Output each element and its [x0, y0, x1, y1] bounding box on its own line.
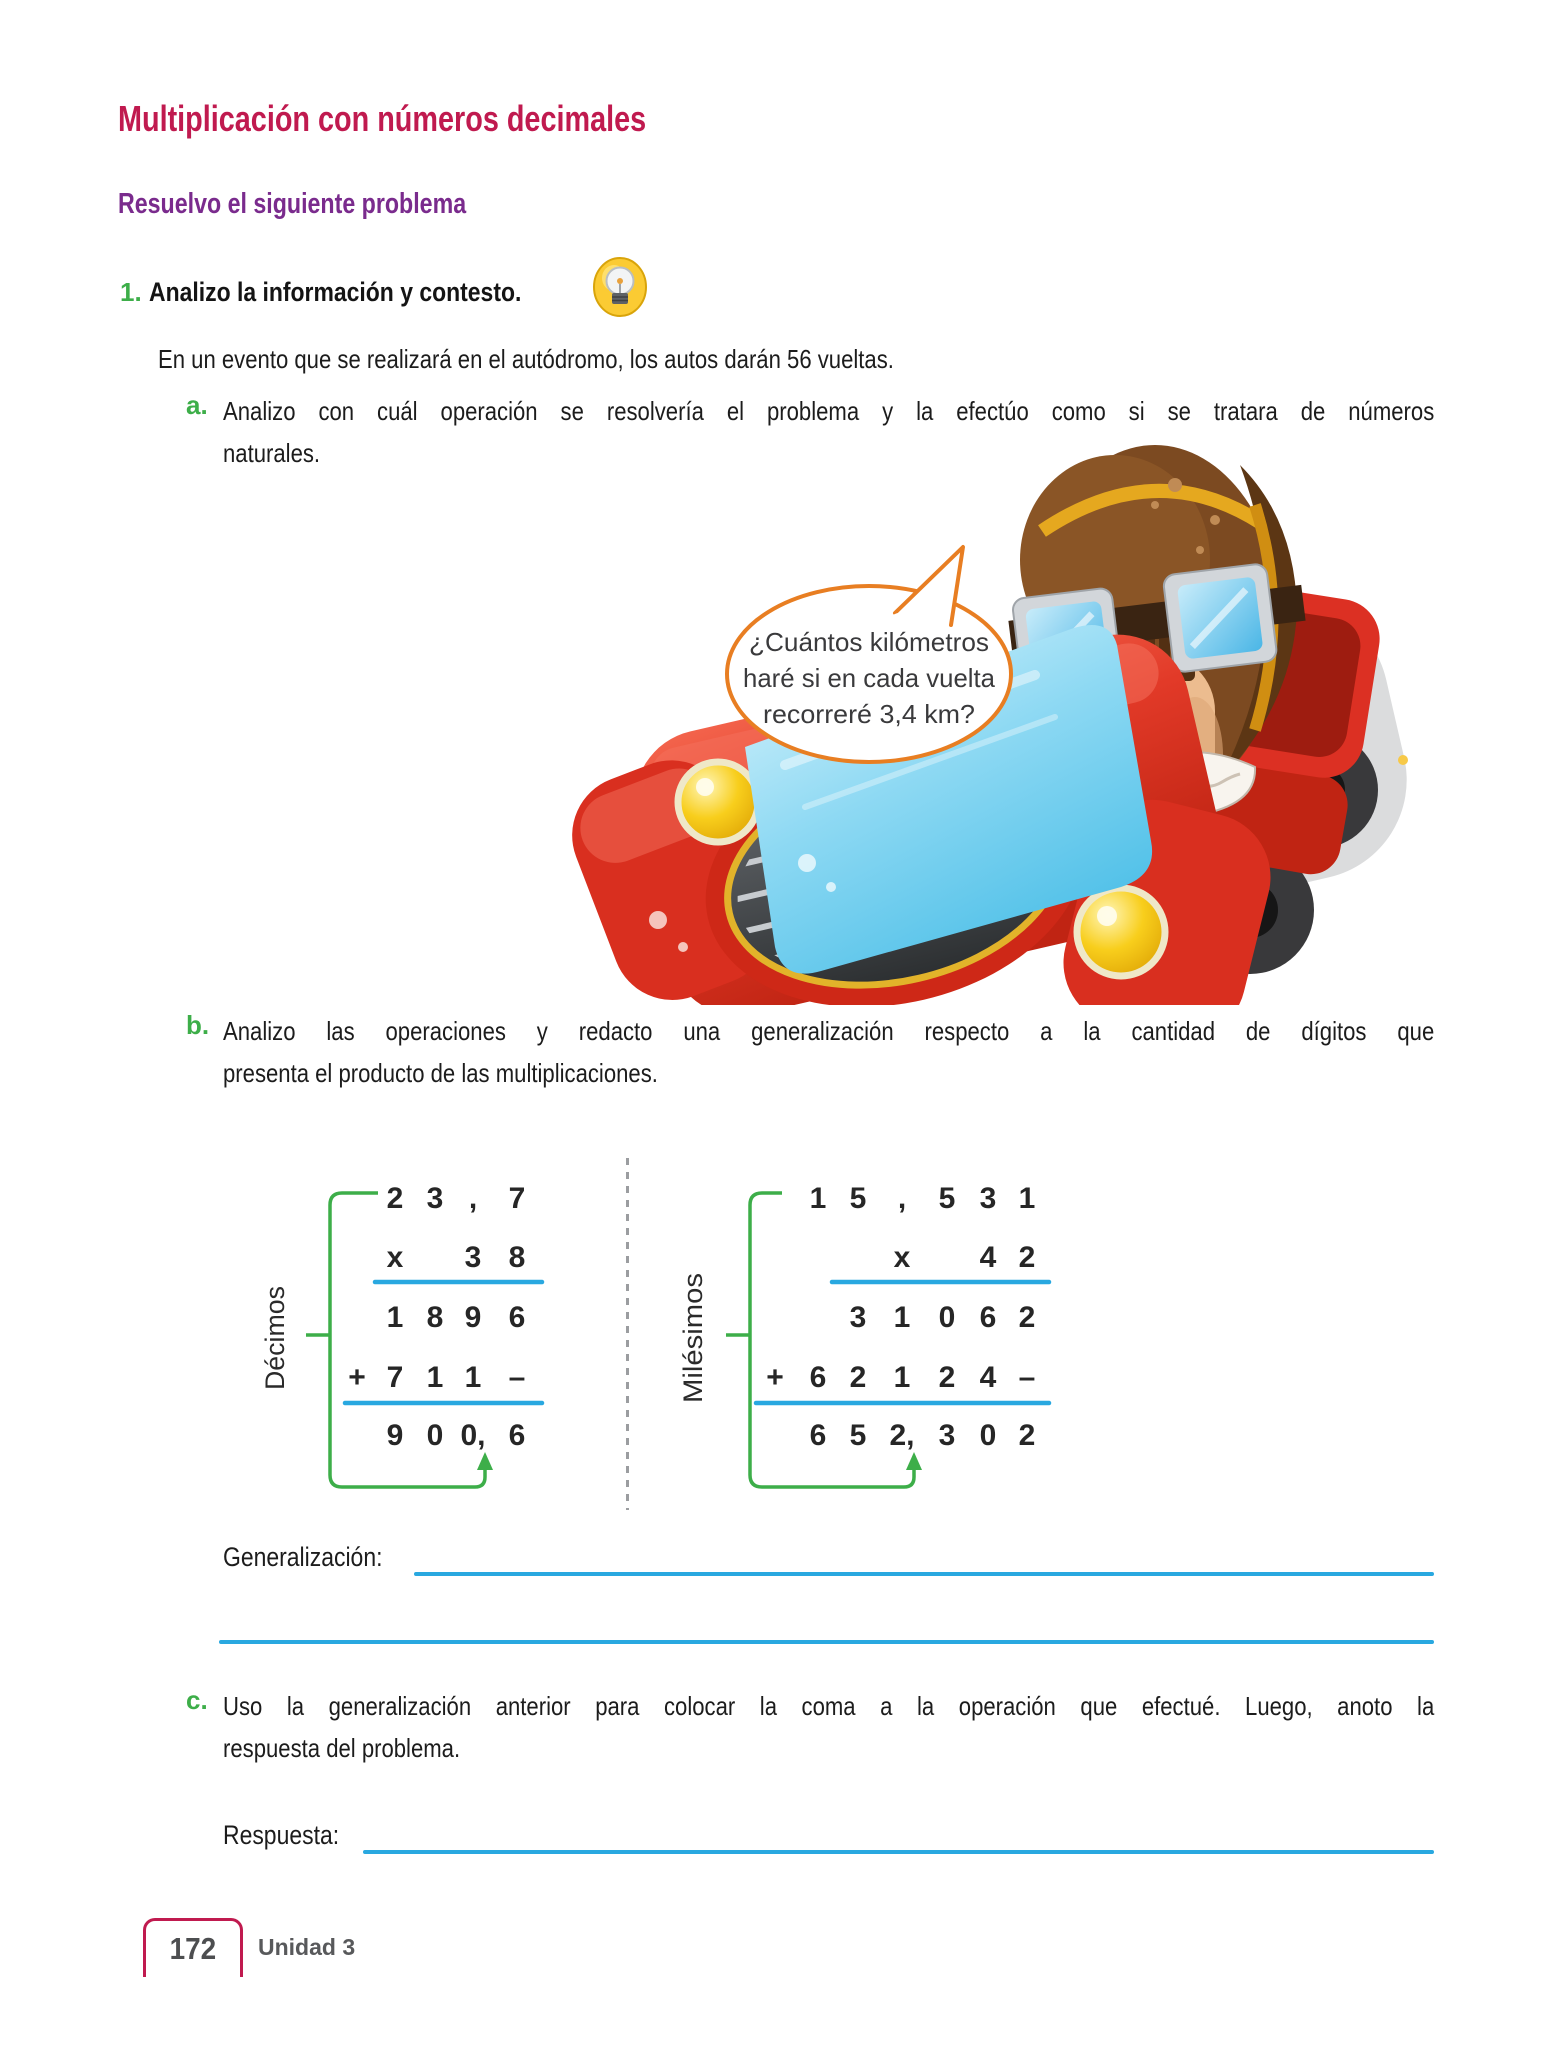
answer-line: [363, 1850, 1434, 1854]
digit-cell: 0: [938, 1301, 956, 1334]
digit-cell: 8: [508, 1241, 526, 1274]
item-a-label: a.: [186, 390, 208, 420]
multiplication-decimos: [180, 1150, 660, 1515]
item-c-label: c.: [186, 1685, 208, 1715]
digit-cell: 8: [426, 1301, 444, 1334]
text-line: Analizo con cuál operación se resolvería el problema y la efectúo como si se tratara de números: [223, 396, 1435, 426]
race-car-illustration: [555, 335, 1435, 1005]
digit-cell: 4: [979, 1361, 997, 1394]
digit-cell: ,: [468, 1182, 478, 1215]
speech-bubble: [727, 547, 1011, 762]
text-line: Uso la generalización anterior para colocar la coma a la operación que efectué. Luego, anoto la: [223, 1691, 1435, 1721]
page-number: 172: [169, 1931, 217, 1966]
section-subtitle: Resuelvo el siguiente problema: [118, 188, 467, 220]
generalization-line-1: [414, 1572, 1434, 1576]
digit-cell: 3: [464, 1241, 482, 1274]
digit-cell: 3: [979, 1182, 997, 1215]
multiplication-diagram: [640, 1150, 1080, 1510]
digit-cell: 2: [386, 1182, 404, 1215]
digit-cell: ,: [897, 1182, 907, 1215]
digit-cell: 6: [508, 1301, 526, 1334]
comma-arrow: [477, 1452, 493, 1470]
digit-cell: 5: [938, 1182, 956, 1215]
comma-arrow: [906, 1452, 922, 1470]
digit-cell: 2: [938, 1361, 956, 1394]
sparkle: [1398, 755, 1408, 765]
digit-cell: +: [766, 1361, 784, 1394]
digit-cell: 2: [1018, 1301, 1036, 1334]
digit-cell: 9: [464, 1301, 482, 1334]
item-b-label: b.: [186, 1010, 210, 1040]
digit-cell: 3: [849, 1301, 867, 1334]
digit-cell: 1: [1018, 1182, 1036, 1215]
digit-cell: 7: [508, 1182, 526, 1215]
page-number-box: [143, 1918, 243, 1977]
digit-cell: 2,: [889, 1419, 915, 1452]
multiplication-milesimos: [640, 1150, 1080, 1515]
text-line: Analizo las operaciones y redacto una generalización respecto a la cantidad de dígitos que: [223, 1016, 1435, 1046]
speech-bubble-line: ¿Cuántos kilómetros: [749, 627, 989, 657]
digit-cell: 2: [849, 1361, 867, 1394]
digit-cell: x: [386, 1241, 404, 1274]
digit-cell: –: [1018, 1361, 1036, 1394]
text-line: presenta el producto de las multiplicaciones.: [223, 1058, 658, 1088]
digit-cell: 6: [809, 1361, 827, 1394]
answer-label: Respuesta:: [223, 1820, 340, 1850]
speech-bubble-line: haré si en cada vuelta: [743, 663, 996, 693]
generalization-label: Generalización:: [223, 1542, 383, 1572]
digit-cell: 3: [426, 1182, 444, 1215]
digit-cell: +: [348, 1361, 366, 1394]
lightbulb-icon: [592, 256, 648, 318]
item-b-text: [223, 1010, 1434, 1094]
multiplication-diagram: [180, 1150, 660, 1510]
digit-cell: –: [508, 1361, 526, 1394]
digit-cell: 0,: [460, 1419, 486, 1452]
digit-cell: 6: [508, 1419, 526, 1452]
item-1-statement: Analizo la información y contesto.: [149, 277, 522, 307]
digit-cell: 6: [809, 1419, 827, 1452]
page-title: Multiplicación con números decimales: [118, 98, 647, 139]
digit-cell: 1: [893, 1301, 911, 1334]
digit-cell: 5: [849, 1419, 867, 1452]
digit-cell: x: [893, 1241, 911, 1274]
item-1-number: 1.: [120, 277, 142, 307]
digit-cell: 7: [386, 1361, 404, 1394]
digit-cell: 1: [386, 1301, 404, 1334]
digit-cell: 2: [1018, 1241, 1036, 1274]
item-c-text: [223, 1685, 1434, 1769]
unit-label: Unidad 3: [258, 1934, 356, 1960]
digit-cell: 0: [426, 1419, 444, 1452]
text-line: naturales.: [223, 438, 321, 468]
digit-cell: 2: [1018, 1419, 1036, 1452]
dashed-divider: [626, 1158, 629, 1510]
digit-cell: 1: [426, 1361, 444, 1394]
digit-cell: 0: [979, 1419, 997, 1452]
digit-cell: 1: [809, 1182, 827, 1215]
place-value-label: Milésimos: [678, 1283, 708, 1403]
problem-intro: En un evento que se realizará en el autódromo, los autos darán 56 vueltas.: [158, 344, 894, 374]
generalization-line-2: [219, 1640, 1434, 1644]
digit-cell: 1: [464, 1361, 482, 1394]
text-line: respuesta del problema.: [223, 1733, 461, 1763]
speech-bubble-line: recorreré 3,4 km?: [763, 699, 975, 729]
place-value-label: Décimos: [260, 1284, 290, 1390]
digit-cell: 5: [849, 1182, 867, 1215]
digit-cell: 9: [386, 1419, 404, 1452]
digit-cell: 1: [893, 1361, 911, 1394]
digit-cell: 6: [979, 1301, 997, 1334]
digit-cell: 3: [938, 1419, 956, 1452]
digit-cell: 4: [979, 1241, 997, 1274]
